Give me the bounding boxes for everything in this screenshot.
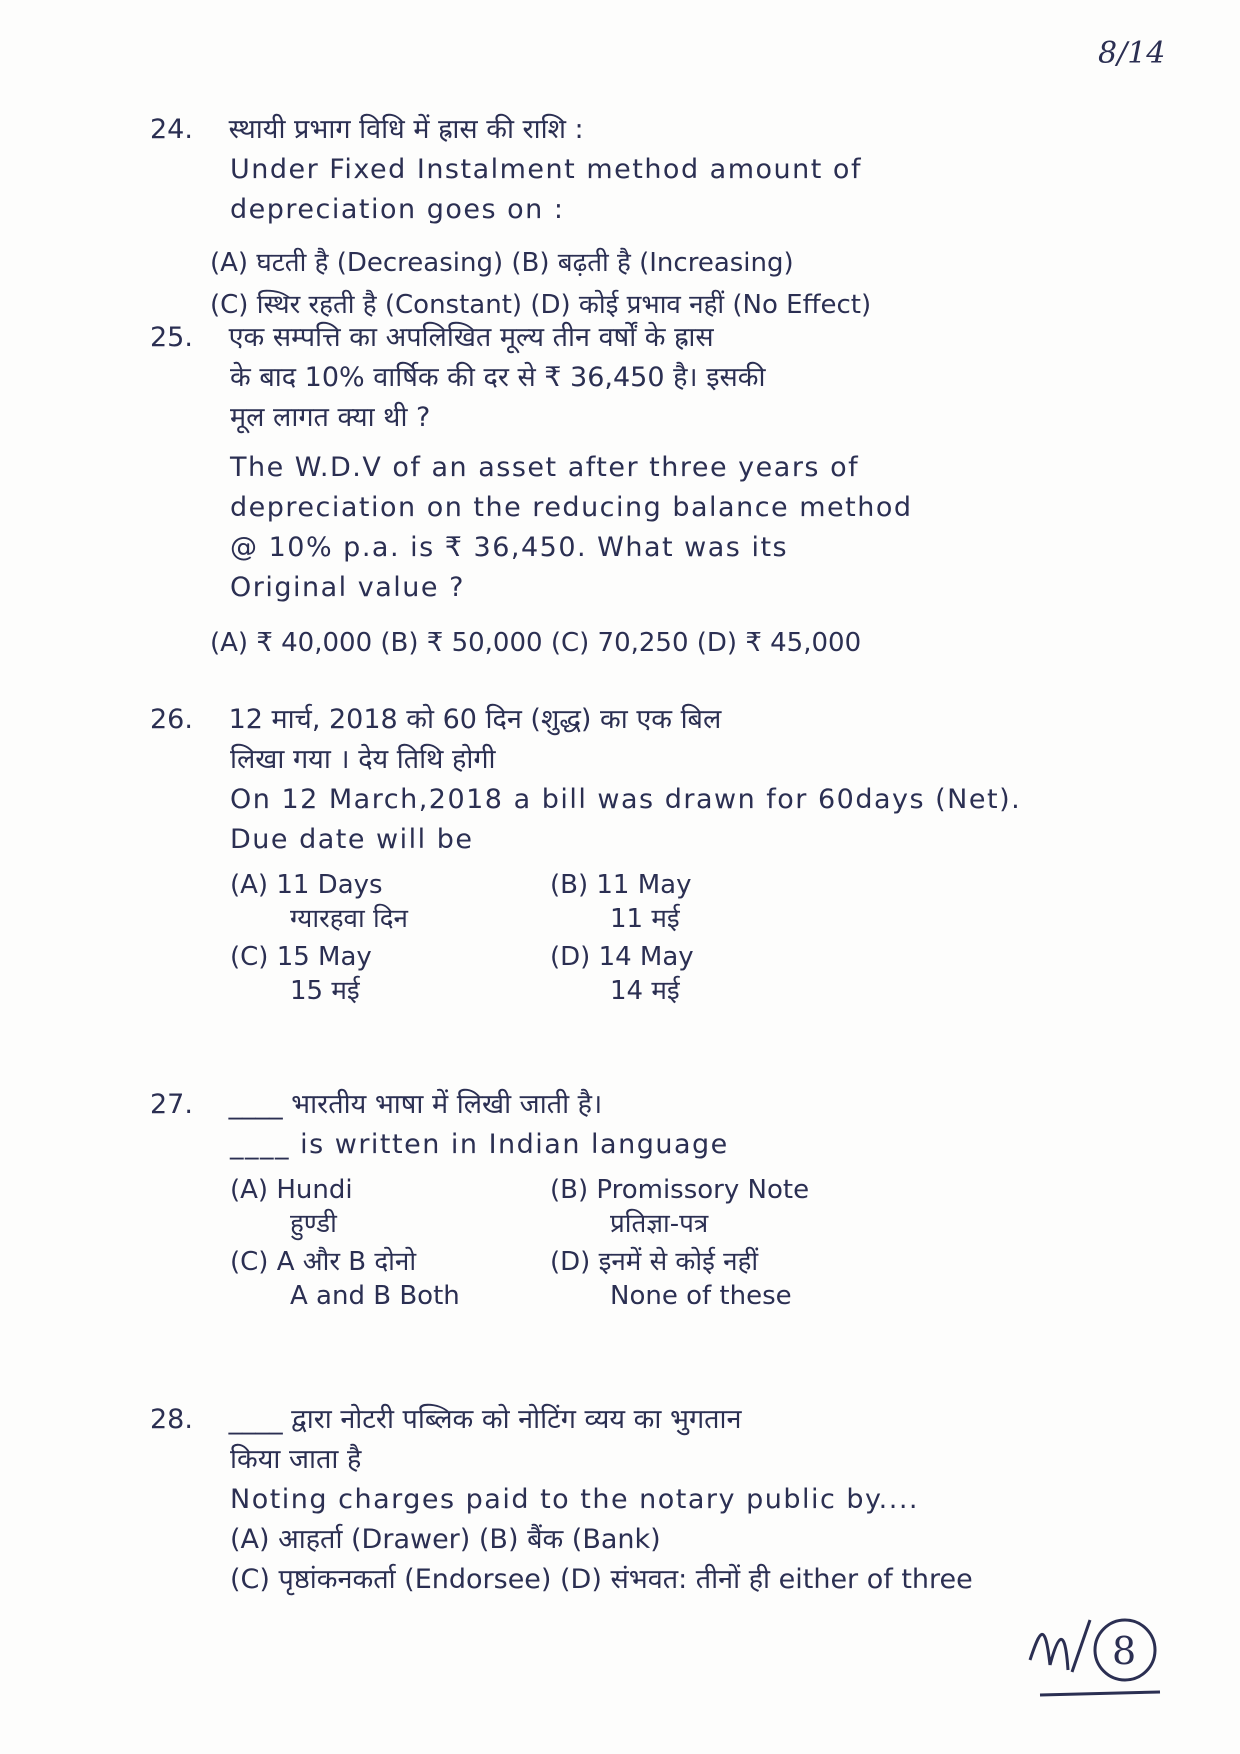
options-row: (C) पृष्ठांकनकर्ता (Endorsee) (D) संभवत: तीनों ही either of three — [230, 1564, 973, 1595]
question-number: 27. — [150, 1089, 193, 1120]
question-text-hindi: 12 मार्च, 2018 को 60 दिन (शुद्ध) का एक बिल — [228, 704, 722, 735]
options-row: (A) ₹ 40,000 (B) ₹ 50,000 (C) 70,250 (D) ₹ 45,000 — [210, 628, 862, 658]
option-a: (A) 11 Days ग्यारहवा दिन — [230, 870, 408, 934]
question-text-hindi: ____ भारतीय भाषा में लिखी जाती है। — [228, 1089, 603, 1120]
options-row: (A) आहर्ता (Drawer) (B) बैंक (Bank) — [230, 1524, 661, 1555]
option-c: (C) A और B दोनो A and B Both — [230, 1247, 460, 1311]
question-text-english: @ 10% p.a. is ₹ 36,450. What was its — [230, 532, 789, 563]
options-row: (A) घटती है (Decreasing) (B) बढ़ती है (Increasing) — [210, 248, 794, 278]
question-text-english: ____ is written in Indian language — [230, 1129, 729, 1160]
options-row: (C) स्थिर रहती है (Constant) (D) कोई प्रभाव नहीं (No Effect) — [210, 290, 872, 320]
question-text-english: On 12 March,2018 a bill was drawn for 60days (Net). — [230, 784, 1022, 815]
question-number: 25. — [150, 322, 193, 353]
question-text-english: The W.D.V of an asset after three years of — [230, 452, 860, 483]
question-text-hindi: मूल लागत क्या थी ? — [230, 402, 431, 433]
question-number: 24. — [150, 114, 193, 145]
question-text-english: Under Fixed Instalment method amount of — [230, 154, 862, 185]
question-24 — [150, 110, 1150, 326]
option-d: (D) 14 May 14 मई — [550, 942, 694, 1006]
question-number: 28. — [150, 1404, 193, 1435]
question-text-hindi: ____ द्वारा नोटरी पब्लिक को नोटिंग व्यय का भुगतान — [228, 1404, 742, 1435]
page-number: 8/14 — [1098, 36, 1166, 71]
question-25 — [150, 318, 1150, 664]
question-27 — [150, 1085, 1150, 1313]
options-grid — [150, 1173, 1150, 1313]
question-text-english: depreciation goes on : — [230, 194, 565, 225]
question-text-english: depreciation on the reducing balance method — [230, 492, 913, 523]
question-text-hindi: लिखा गया । देय तिथि होगी — [230, 744, 496, 775]
question-text-english: Noting charges paid to the notary public by.... — [230, 1484, 919, 1515]
question-28 — [150, 1400, 1150, 1600]
question-text-hindi: स्थायी प्रभाग विधि में ह्रास की राशि : — [228, 114, 584, 145]
question-text-english: Due date will be — [230, 824, 474, 855]
marks-text: 8 — [1112, 1629, 1137, 1673]
question-text-english: Original value ? — [230, 572, 465, 603]
option-a: (A) Hundi हुण्डी — [230, 1175, 353, 1239]
signature-mark — [1020, 1590, 1170, 1710]
option-d: (D) इनमें से कोई नहीं None of these — [550, 1247, 792, 1311]
question-number: 26. — [150, 704, 193, 735]
question-text-hindi: एक सम्पत्ति का अपलिखित मूल्य तीन वर्षों के ह्रास — [228, 322, 714, 353]
question-text-hindi: के बाद 10% वार्षिक की दर से ₹ 36,450 है। इसकी — [230, 362, 766, 393]
question-26 — [150, 700, 1150, 1008]
option-b: (B) 11 May 11 मई — [550, 870, 692, 934]
option-b: (B) Promissory Note प्रतिज्ञा-पत्र — [550, 1175, 810, 1239]
option-c: (C) 15 May 15 मई — [230, 942, 372, 1006]
question-text-hindi: किया जाता है — [230, 1444, 362, 1475]
options-grid — [150, 868, 1150, 1008]
